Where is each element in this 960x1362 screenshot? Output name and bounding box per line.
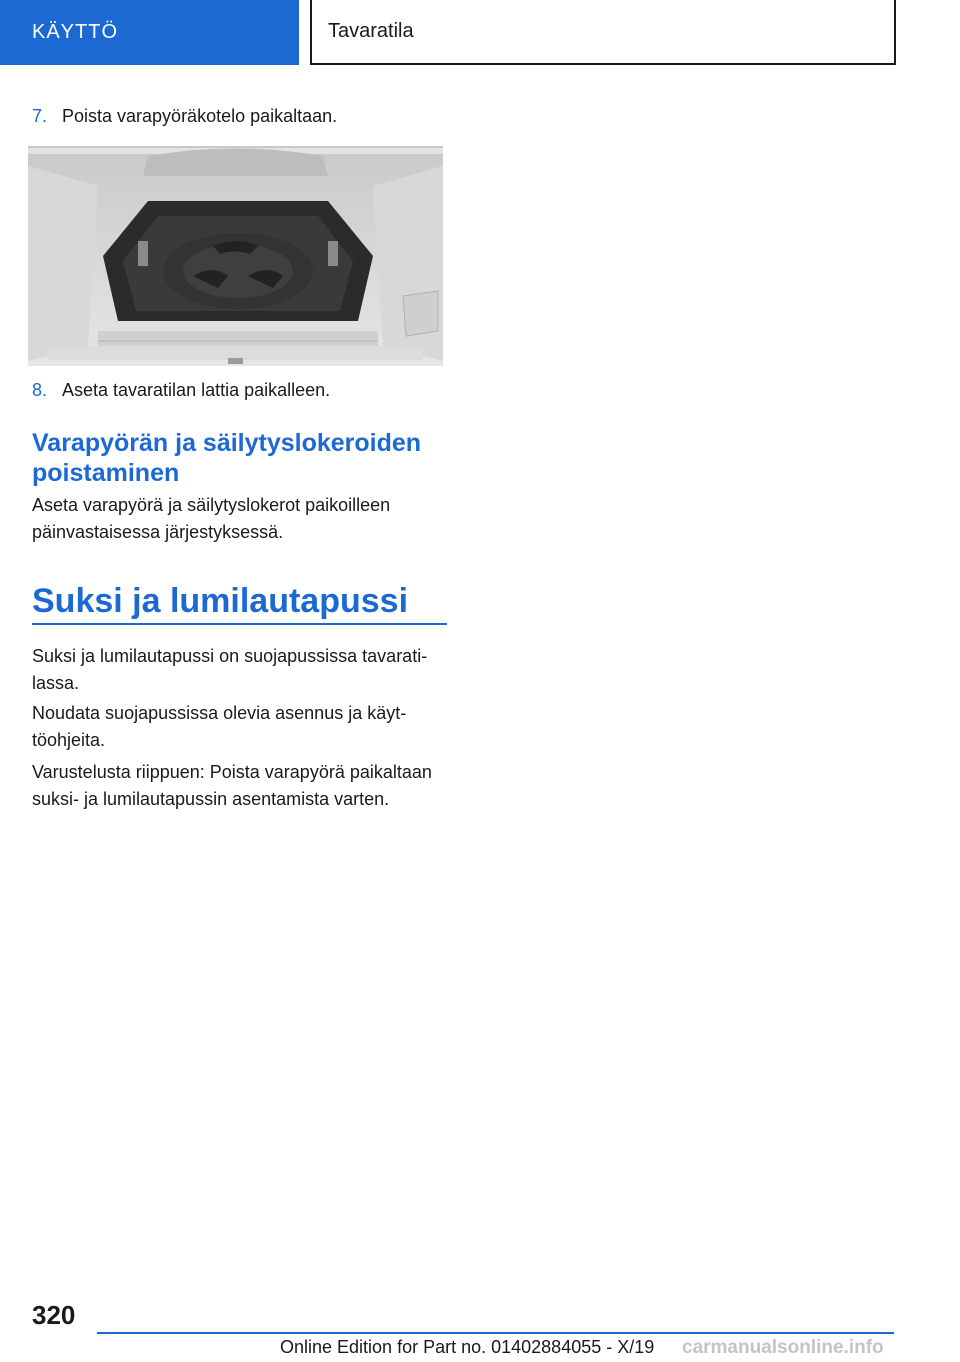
step-8 (32, 378, 330, 402)
footer-rule (97, 1332, 894, 1334)
step-number: 7. (32, 106, 48, 126)
section-title-rule (32, 623, 447, 625)
step-7 (32, 104, 337, 128)
trunk-spare-wheel-well-illustration (28, 146, 443, 366)
footer-edition-text: Online Edition for Part no. 01402884055 - X/19 (280, 1337, 655, 1357)
header-topic-box (310, 0, 896, 65)
section-title: Suksi ja lumilautapussi (32, 582, 409, 620)
section-paragraph: Suksi ja lumilautapussi on suojapussissa tavaratilassa. (32, 646, 428, 693)
header-topic-label: Tavaratila (328, 20, 414, 42)
section-paragraph: Varustelusta riippuen: Poista varapyörä paikaltaan suksi- ja lumilautapussin asentamista varten. (32, 762, 432, 809)
watermark: carmanualsonline.info (682, 1337, 884, 1358)
step-number: 8. (32, 380, 48, 400)
section-paragraph: Noudata suojapussissa olevia asennus ja käyttöohjeita. (32, 703, 407, 750)
step-text: Aseta tavaratilan lattia paikalleen. (62, 380, 331, 400)
step-text: Poista varapyöräkotelo paikaltaan. (62, 106, 338, 126)
subsection-body: Aseta varapyörä ja säilytyslokerot paikoilleen päinvastaisessa järjestyksessä. (32, 495, 391, 542)
header-section-tab (0, 0, 299, 65)
header-section-label: KÄYTTÖ (32, 21, 119, 43)
subsection-title: Varapyörän ja säilytyslokeroiden poistaminen (32, 429, 422, 487)
page-number: 320 (32, 1300, 76, 1330)
